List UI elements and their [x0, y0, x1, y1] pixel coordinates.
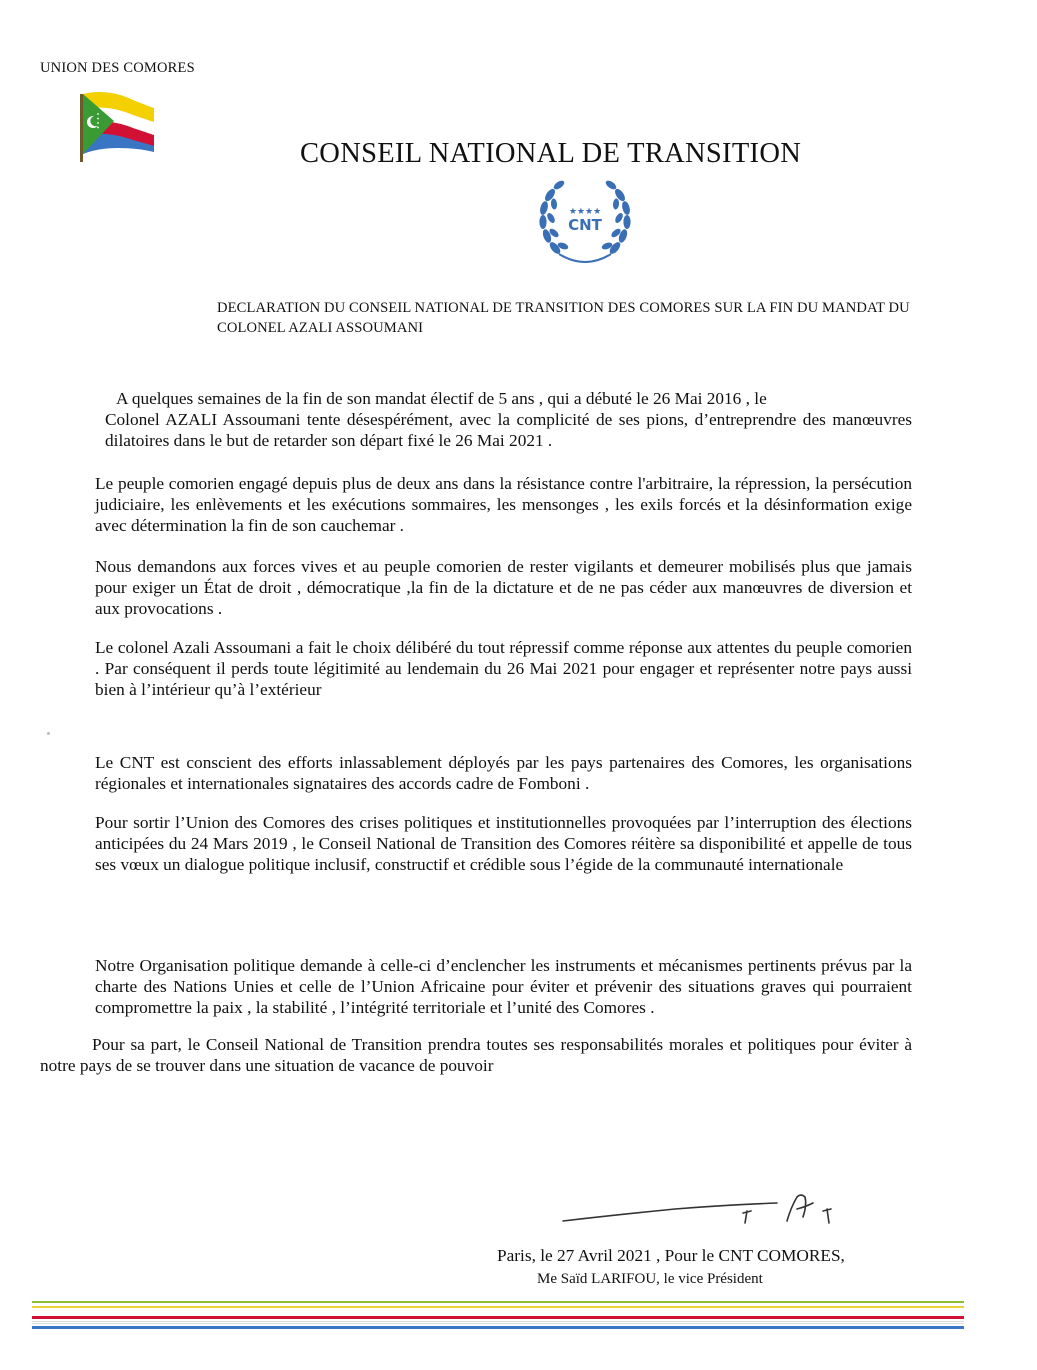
- paragraph-1: [95, 388, 912, 451]
- paragraph-1-line-2: Colonel AZALI Assoumani tente désespérément, avec la complicité de ses pions, d’entreprendre des manœuvres dilatoires dans le but de retarder son départ fixé le 26 Mai 2021 .: [105, 410, 912, 450]
- footer-stripe-green: [32, 1301, 964, 1303]
- country-header: UNION DES COMORES: [40, 60, 195, 76]
- paragraph-2: Le peuple comorien engagé depuis plus de deux ans dans la résistance contre l'arbitraire, la répression, la persécution judiciaire, les enlèvements et les exécutions sommaires, les mensonges , les exils forcés et la désinformation exige avec détermination la fin de son cauchemar .: [95, 474, 912, 535]
- paragraph-5: Le CNT est conscient des efforts inlassablement déployés par les pays partenaires des Comores, les organisations régionales et internationales signataires des accords cadre de Fomboni .: [95, 753, 912, 793]
- place-date: Paris, le 27 Avril 2021 , Pour le CNT COMORES,: [497, 1246, 845, 1265]
- signer-name: Me Saïd LARIFOU, le vice Président: [537, 1271, 763, 1287]
- handwritten-signature: [555, 1185, 855, 1235]
- footer-stripe-blue: [32, 1326, 964, 1329]
- cnt-laurel-logo: [533, 170, 637, 274]
- comoros-flag-icon: [78, 88, 158, 164]
- paragraph-7: Notre Organisation politique demande à celle-ci d’enclencher les instruments et mécanismes pertinents prévus par la charte des Nations Unies et celle de l’Union Africaine pour éviter et prévenir des situations graves qui pourraient compromettre la paix , la stabilité , l’intégrité territoriale et l’unité des Comores .: [95, 956, 912, 1017]
- logo-text: CNT: [568, 216, 602, 234]
- paragraph-8: Pour sa part, le Conseil National de Transition prendra toutes ses responsabilités morales et politiques pour éviter à notre pays de se trouver dans une situation de vacance de pouvoir: [40, 1035, 912, 1075]
- paragraph-3: Nous demandons aux forces vives et au peuple comorien de rester vigilants et demeurer mobilisés plus que jamais pour exiger un État de droit , démocratique ,la fin de la dictature et de ne pas céder aux manœuvres de diversion et aux provocations .: [95, 557, 912, 618]
- footer-stripe-white: [32, 1321, 964, 1324]
- footer-stripe-yellow: [32, 1306, 964, 1308]
- paragraph-4: Le colonel Azali Assoumani a fait le choix délibéré du tout répressif comme réponse aux attentes du peuple comorien . Par conséquent il perds toute légitimité au lendemain du 26 Mai 2021 pour engager et représenter notre pays aussi bien à l’intérieur qu’à l’extérieur: [95, 638, 912, 699]
- paragraph-6: Pour sortir l’Union des Comores des crises politiques et institutionnelles provoquées par l’interruption des élections anticipées du 24 Mars 2019 , le Conseil National de Transition des Comores réitère sa disponibilité et appelle de tous ses vœux un dialogue politique inclusif, constructif et crédible sous l’égide de la communauté internationale: [95, 813, 912, 874]
- paragraph-1-line-1: A quelques semaines de la fin de son mandat électif de 5 ans , qui a débuté le 26 Mai 2016 , le: [116, 389, 767, 408]
- organization-title: CONSEIL NATIONAL DE TRANSITION: [300, 138, 802, 169]
- stray-dot: [47, 732, 50, 735]
- declaration-title: DECLARATION DU CONSEIL NATIONAL DE TRANSITION DES COMORES SUR LA FIN DU MANDAT DU COLONEL AZALI ASSOUMANI: [217, 300, 910, 336]
- footer-stripe-red: [32, 1316, 964, 1319]
- logo-stars: ★★★★: [568, 207, 602, 217]
